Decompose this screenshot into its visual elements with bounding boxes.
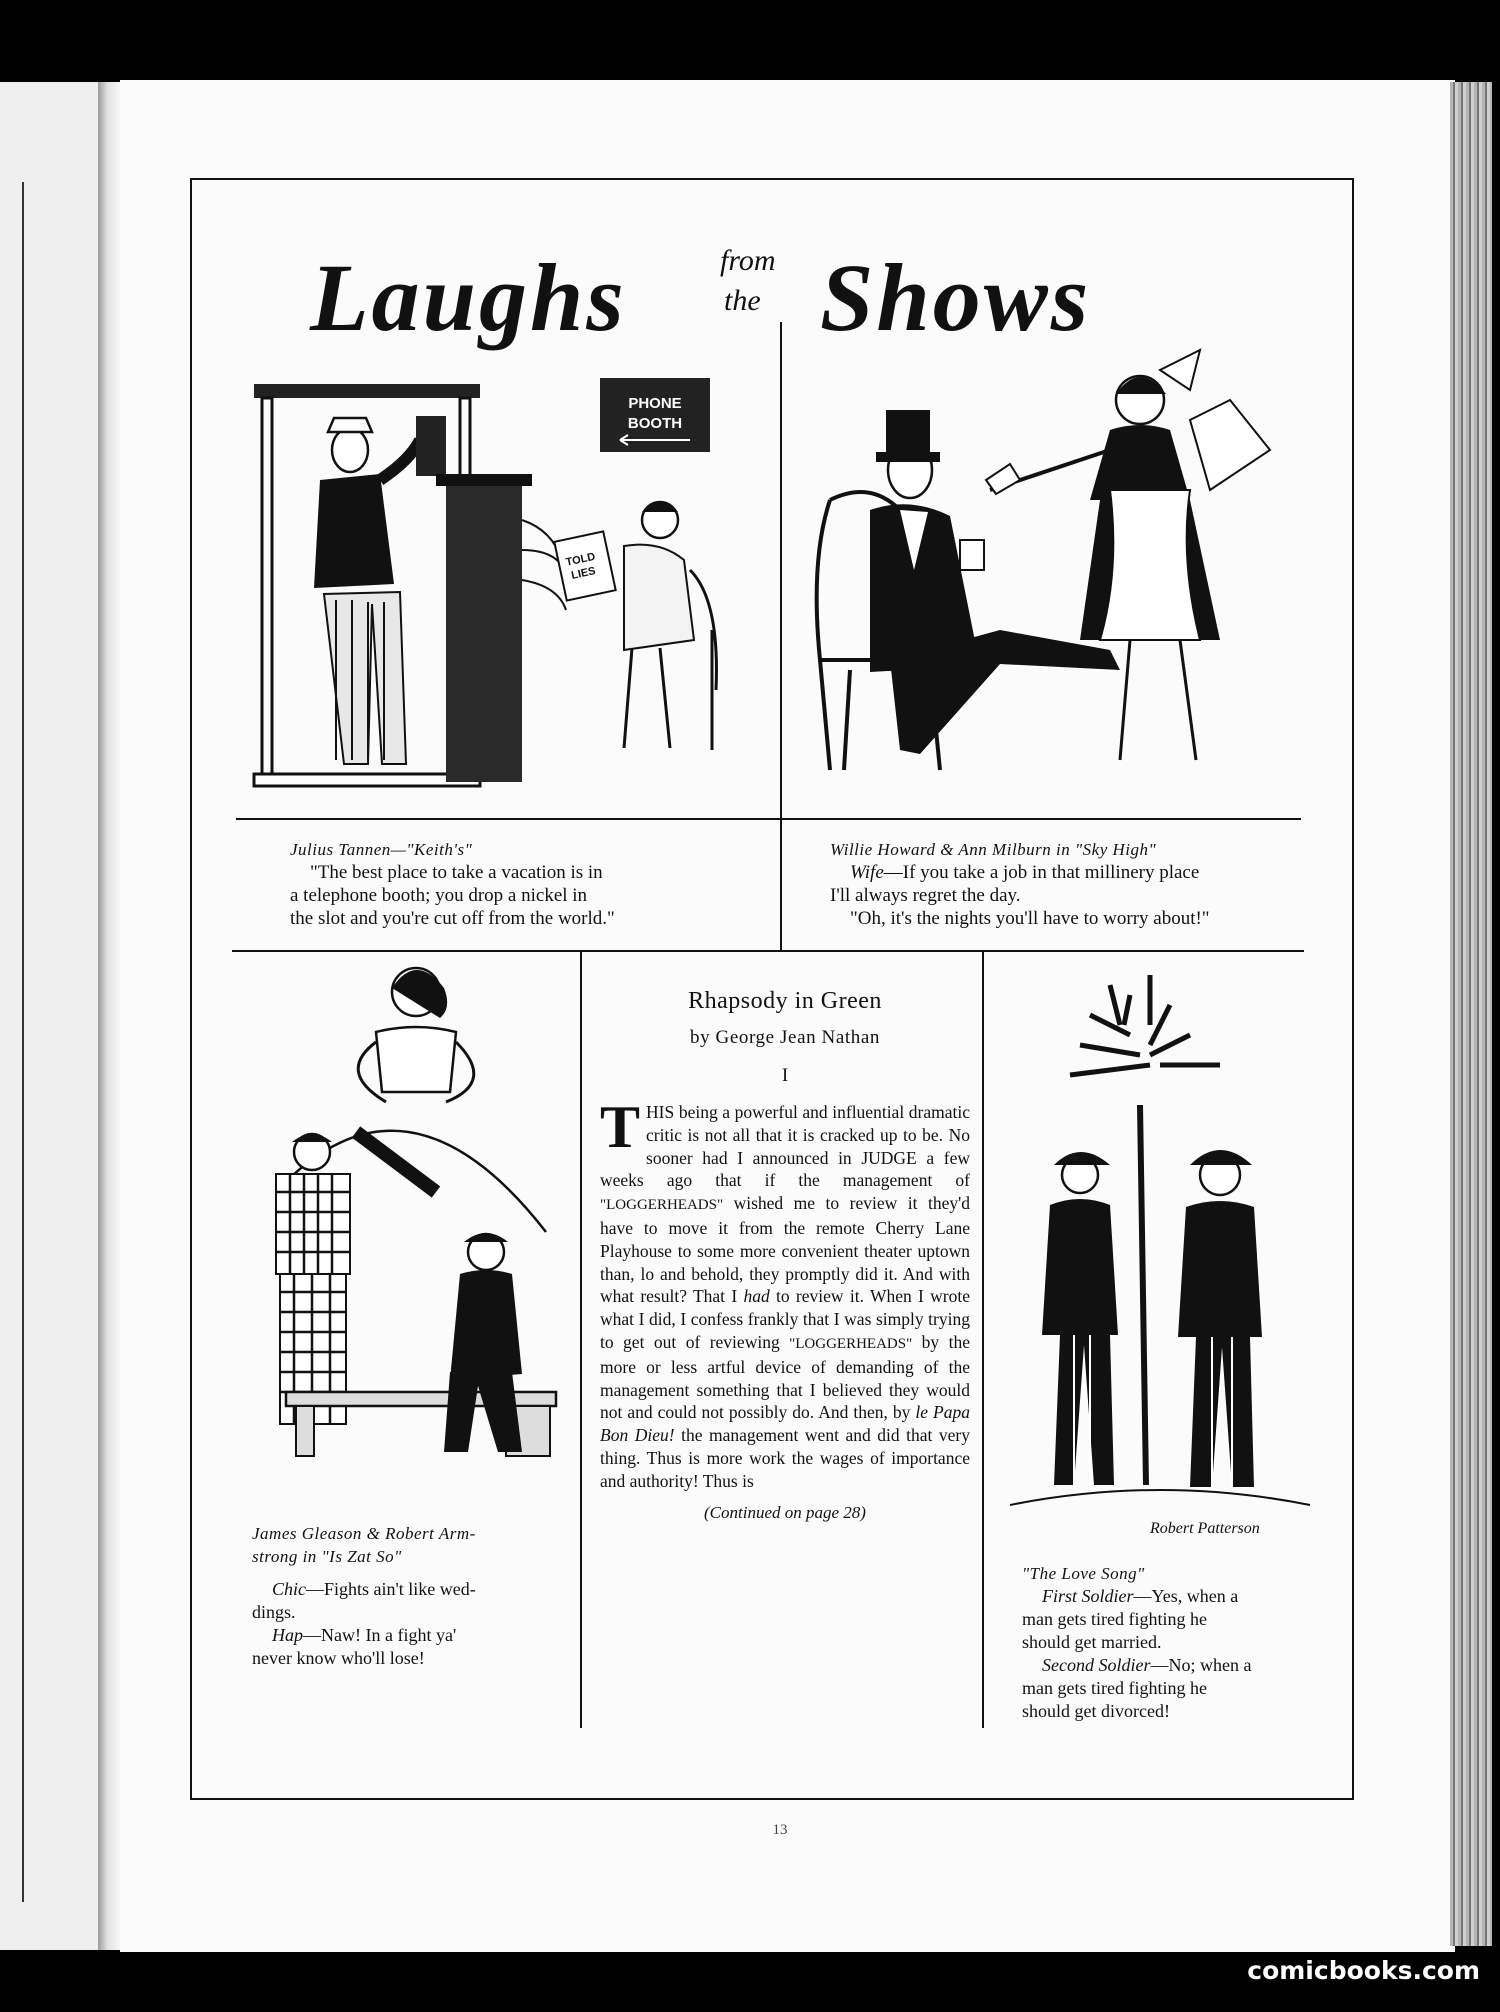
- top-vertical-divider: [780, 322, 782, 952]
- booth-post-left: [262, 398, 272, 778]
- page-number: 13: [772, 1822, 788, 1838]
- operator-chair: [690, 570, 716, 750]
- man-jacket: [314, 474, 394, 588]
- le-papa-bon-dieu: le Papa Bon Dieu!: [600, 1402, 970, 1446]
- caption-3-line-2b: never know who'll lose!: [252, 1648, 425, 1668]
- article-text-6: the management went and did that very thing. Thus is more work the wages of importance and authority! Thus is: [600, 1425, 970, 1491]
- caption-rule-right: [781, 818, 1301, 820]
- second-soldier-coat: [1178, 1201, 1262, 1337]
- caption-3-speaker-1: Chic: [272, 1579, 306, 1599]
- is-zat-so-drawing: [236, 952, 576, 1512]
- article-text-5: by the more or less artful device of demanding of the management something that I believed they would not and could not possibly do. And then, by: [600, 1331, 970, 1423]
- caption-3-line-1b: dings.: [252, 1602, 296, 1622]
- second-soldier-legs: [1190, 1337, 1254, 1487]
- rolling-pin: [356, 1132, 436, 1192]
- caption-3-line-2a: —Naw! In a fight ya': [303, 1625, 457, 1645]
- masthead-word-shows: Shows: [820, 244, 1092, 351]
- masthead-word-from: from: [720, 244, 776, 277]
- caption-is-zat-so: [252, 1522, 567, 1670]
- love-song-drawing: [990, 975, 1330, 1555]
- caption-3-credit-1: James Gleason & Robert Arm-: [252, 1524, 476, 1543]
- caption-1-line-2: a telephone booth; you drop a nickel in: [290, 885, 588, 906]
- article-text-1: HIS being a powerful and influential dramatic critic is not all that it is cracked up to be. No sooner had I announced in: [646, 1102, 970, 1168]
- phone-booth-drawing: [240, 370, 770, 800]
- caption-sky-high: [830, 838, 1290, 930]
- caption-1-credit: Julius Tannen—"Keith's": [290, 840, 473, 859]
- article-left-rule: [580, 950, 582, 1728]
- article-text-2: a few weeks ago that if the management of: [600, 1147, 970, 1191]
- continued-note: (Continued on page 28): [704, 1502, 866, 1522]
- maid-legs: [1120, 640, 1196, 760]
- loggerheads-title-1: "LOGGERHEADS": [600, 1197, 724, 1214]
- illustration-love-song: [990, 975, 1330, 1555]
- caption-4-line-1b: man gets tired fighting he: [1022, 1609, 1207, 1629]
- first-soldier-coat: [1042, 1199, 1118, 1335]
- man-hat: [328, 418, 372, 432]
- illustration-tuxedo-and-maid: [790, 340, 1310, 800]
- article-byline: by George Jean Nathan: [689, 1027, 881, 1048]
- switchboard-top: [436, 474, 532, 486]
- operator-dress: [624, 545, 694, 650]
- hap-cap: [464, 1233, 508, 1242]
- article-text-4: to review it. When I wrote what I did, I confess frankly that I was simply trying to get out of reviewing: [600, 1286, 971, 1352]
- hap-trousers: [444, 1372, 522, 1452]
- artist-signature: Robert Patterson: [1150, 1520, 1260, 1537]
- section-numeral: I: [781, 1065, 789, 1086]
- chic-jacket: [276, 1174, 350, 1274]
- drink-glass: [960, 540, 984, 570]
- caption-3-speaker-2: Hap: [272, 1625, 303, 1645]
- caption-4-line-1a: —Yes, when a: [1133, 1586, 1239, 1606]
- caption-phone-booth: [290, 838, 690, 930]
- article-body: [600, 1094, 971, 1493]
- caption-2-line-1: —If you take a job in that millinery place: [883, 862, 1200, 883]
- caption-3-line-1a: —Fights ain't like wed-: [306, 1579, 476, 1599]
- caption-3-credit-2: strong in "Is Zat So": [252, 1547, 402, 1566]
- site-watermark: comicbooks.com: [1247, 1956, 1480, 1985]
- book-gutter: [98, 82, 122, 1950]
- caption-rule-left: [236, 818, 781, 820]
- facing-page-frame: [0, 182, 24, 1902]
- first-soldier-legs: [1054, 1335, 1114, 1485]
- ground-line: [1010, 1490, 1310, 1505]
- caption-2-line-3: "Oh, it's the nights you'll have to worry about!": [850, 908, 1210, 929]
- operator-book: [554, 531, 615, 600]
- article-title: Rhapsody in Green: [688, 988, 882, 1014]
- bench-leg-left: [296, 1406, 314, 1456]
- tuxedo-maid-drawing: [790, 340, 1310, 800]
- illustration-is-zat-so: [236, 952, 576, 1512]
- caption-2-credit: Willie Howard & Ann Milburn in "Sky High": [830, 840, 1157, 859]
- caption-love-song: [1022, 1562, 1308, 1723]
- chic-cap: [292, 1134, 332, 1142]
- caption-4-line-2c: should get divorced!: [1022, 1701, 1170, 1721]
- maid-bodice: [1090, 425, 1190, 500]
- facing-page: [0, 82, 100, 1950]
- man-head: [332, 428, 368, 472]
- caption-2-speaker: Wife: [850, 862, 884, 883]
- maid-bow: [1160, 350, 1200, 390]
- man-arm: [380, 440, 420, 480]
- switchboard: [446, 482, 522, 782]
- second-soldier-hat: [1190, 1150, 1252, 1165]
- masthead-word-the: the: [724, 284, 761, 317]
- article-rhapsody-in-green: [600, 988, 970, 1523]
- top-hat-brim: [876, 452, 940, 462]
- book-title-1: TOLD: [564, 550, 597, 569]
- caption-4-line-2a: —No; when a: [1150, 1655, 1252, 1675]
- illustration-phone-booth: [240, 370, 770, 800]
- caption-4-credit: "The Love Song": [1022, 1564, 1145, 1583]
- maid-wing: [1190, 400, 1270, 490]
- woman-bodice: [376, 1027, 456, 1092]
- article-right-rule: [982, 950, 984, 1728]
- article-text-3: wished me to review it they'd have to move it from the remote Cherry Lane Playhouse to some more convenient theater uptown than, lo and behold, they promptly did it. And with what result? That I: [600, 1193, 970, 1307]
- book-title-2: LIES: [570, 565, 597, 582]
- caption-1-line-1: "The best place to take a vacation is in: [310, 862, 603, 883]
- operator-legs: [624, 648, 670, 748]
- caption-4-speaker-1: First Soldier: [1042, 1586, 1134, 1606]
- wall-telephone: [416, 416, 446, 476]
- first-soldier-hat: [1054, 1152, 1110, 1165]
- hap-sweater: [450, 1270, 522, 1380]
- booth-roof: [254, 384, 480, 398]
- judge-name: JUDGE: [861, 1147, 917, 1168]
- drop-cap: T: [600, 1094, 641, 1160]
- caption-4-line-2b: man gets tired fighting he: [1022, 1678, 1207, 1698]
- rifle: [1140, 1105, 1146, 1485]
- maid-apron: [1100, 490, 1200, 640]
- emphasis-had: had: [743, 1286, 770, 1307]
- masthead-word-laughs: Laughs: [310, 244, 627, 351]
- page-edges: [1450, 82, 1492, 1946]
- caption-4-speaker-2: Second Soldier: [1042, 1655, 1151, 1675]
- foliage: [1070, 975, 1220, 1075]
- caption-1-line-3: the slot and you're cut off from the world.": [290, 908, 615, 929]
- loggerheads-title-2: "LOGGERHEADS": [789, 1335, 913, 1352]
- sign-line-1: PHONE: [628, 395, 682, 412]
- sign-line-2: BOOTH: [627, 415, 683, 432]
- caption-4-line-1c: should get married.: [1022, 1632, 1162, 1652]
- caption-2-line-2: I'll always regret the day.: [830, 885, 1021, 906]
- operator-hair: [642, 501, 678, 512]
